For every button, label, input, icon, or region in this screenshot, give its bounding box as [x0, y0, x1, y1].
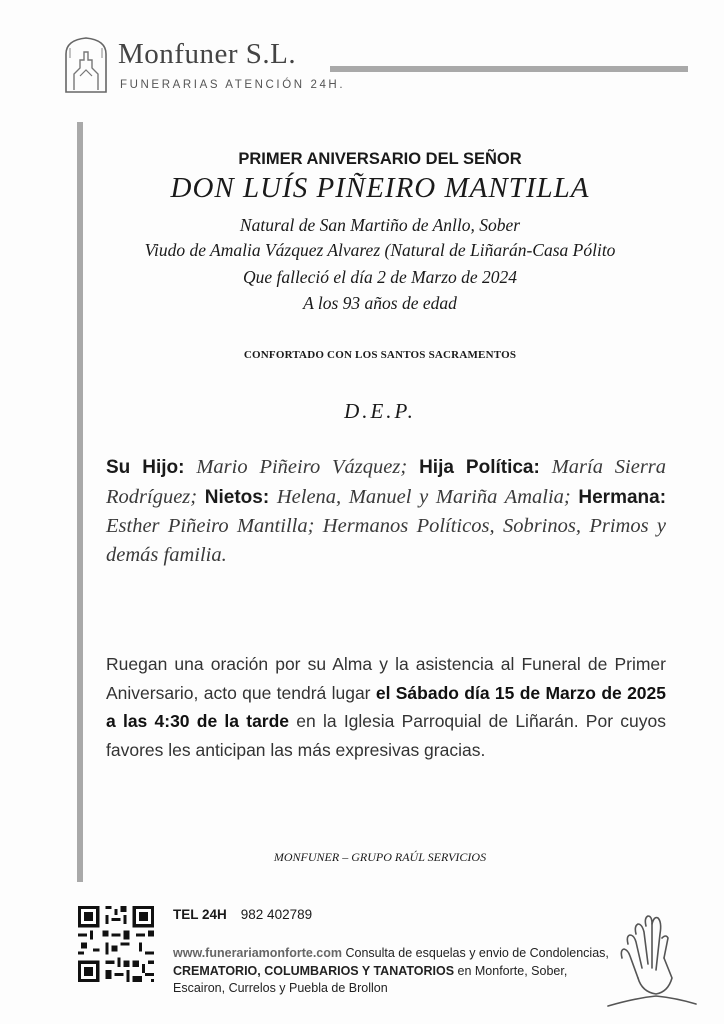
- tel-label: TEL 24H: [173, 907, 227, 922]
- hijo-label: Su Hijo:: [106, 457, 185, 478]
- dep-text: D.E.P.: [344, 399, 416, 423]
- origin-line: Natural de San Martiño de Anllo, Sober: [239, 215, 521, 235]
- widower-line: Viudo de Amalia Vázquez Alvarez (Natural de Liñarán-Casa Pólito: [144, 240, 616, 260]
- service-paragraph: [106, 650, 666, 764]
- hijo-name: Mario Piñeiro Vázquez;: [196, 456, 408, 478]
- website-link[interactable]: www.funerariamonforte.com: [173, 946, 343, 960]
- hermana-name: Esther Piñeiro Mantilla;: [106, 515, 315, 537]
- footer-text-b: en Monforte, Sober, Escairon, Currelos y Puebla de Brollon: [173, 963, 568, 995]
- castle-logo-icon: [60, 34, 112, 96]
- footer-text-a: Consulta de esquelas y envio de Condolencias,: [345, 946, 609, 960]
- praying-hands-icon: [606, 908, 698, 1008]
- death-date-line: Que falleció el día 2 de Marzo de 2024: [242, 267, 518, 287]
- service-text-after: en la Iglesia Parroquial de Liñarán. Por cuyos favores les anticipan las más expresivas gracias.: [106, 711, 666, 760]
- nietos-label: Nietos:: [204, 486, 270, 508]
- header-divider: [330, 66, 688, 72]
- hija-politica-name: María Sierra Rodríguez;: [106, 456, 667, 508]
- nietos-names: Helena, Manuel y Mariña Amalia;: [276, 485, 571, 508]
- brand-name: Monfuner S.L.: [118, 38, 297, 70]
- signature: MONFUNER – GRUPO RAÚL SERVICIOS: [273, 850, 487, 864]
- tel-number[interactable]: 982 402789: [240, 907, 313, 922]
- family-paragraph: [106, 453, 666, 569]
- qr-code-icon: [78, 906, 154, 982]
- age-line: A los 93 años de edad: [303, 293, 457, 313]
- phone-line: [173, 907, 312, 922]
- deceased-name: DON LUÍS PIÑEIRO MANTILLA: [170, 172, 590, 204]
- notice-title: PRIMER ANIVERSARIO DEL SEÑOR: [238, 150, 522, 168]
- footer-services: CREMATORIO, COLUMBARIOS Y TANATORIOS: [173, 963, 455, 978]
- footer-info: [173, 945, 613, 998]
- service-text-before: Ruegan una oración por su Alma y la asistencia al Funeral de Primer Aniversario, acto que tendrá lugar: [106, 654, 666, 703]
- sacraments-line: CONFORTADO CON LOS SANTOS SACRAMENTOS: [243, 349, 517, 361]
- brand-tagline: FUNERARIAS ATENCIÓN 24H.: [120, 79, 346, 91]
- service-date-time: el Sábado día 15 de Marzo de 2025 a las 4:30 de la tarde: [106, 682, 667, 731]
- other-family: Hermanos Políticos, Sobrinos, Primos y demás familia.: [106, 515, 667, 566]
- hija-politica-label: Hija Política:: [419, 457, 540, 478]
- left-vertical-bar: [77, 122, 83, 882]
- hermana-label: Hermana:: [578, 486, 667, 508]
